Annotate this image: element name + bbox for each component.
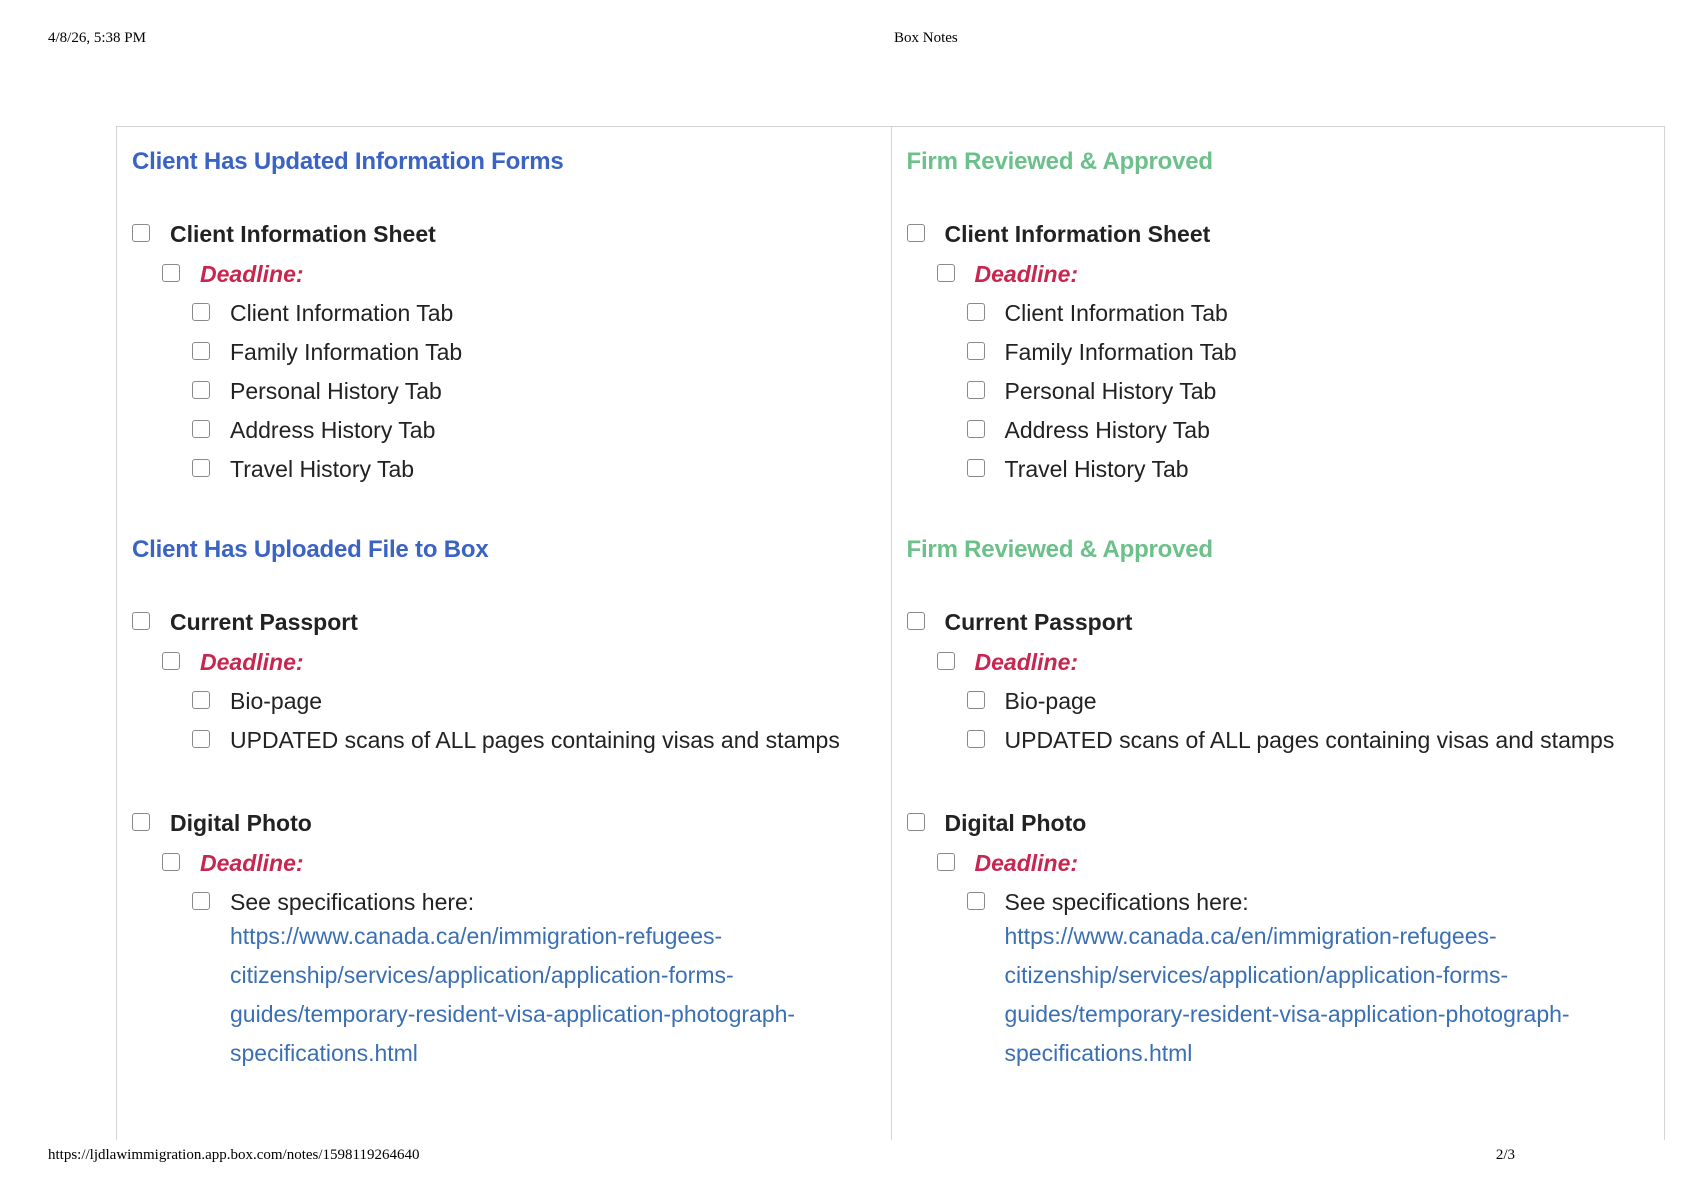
checkbox[interactable] [192, 420, 210, 438]
item-label: Client Information Sheet [170, 221, 436, 247]
item-label: UPDATED scans of ALL pages containing visas and stamps [1004, 727, 1615, 753]
link-line[interactable]: https://www.canada.ca/en/immigration-refugees- [1004, 923, 1497, 949]
link-line[interactable]: specifications.html [1004, 1040, 1193, 1066]
checklist-item-tab [132, 298, 877, 328]
checkbox[interactable] [967, 691, 985, 709]
checkbox[interactable] [907, 612, 925, 630]
checkbox[interactable] [192, 730, 210, 748]
checkbox[interactable] [967, 892, 985, 910]
checkbox[interactable] [967, 342, 985, 360]
print-datetime: 4/8/26, 5:38 PM [48, 30, 146, 46]
checklist-item-tab [132, 415, 877, 445]
item-label: Family Information Tab [1004, 339, 1237, 365]
checkbox[interactable] [162, 652, 180, 670]
link-line[interactable]: https://www.canada.ca/en/immigration-refugees- [230, 923, 723, 949]
print-header [48, 30, 1515, 50]
link-line[interactable]: specifications.html [230, 1040, 418, 1066]
item-label: Current Passport [170, 609, 358, 635]
print-url: https://ljdlawimmigration.app.box.com/notes/1598119264640 [48, 1147, 420, 1163]
checkbox[interactable] [907, 813, 925, 831]
item-label: Client Information Tab [1004, 300, 1228, 326]
item-label: Personal History Tab [230, 378, 442, 404]
item-label: Digital Photo [944, 810, 1087, 836]
checklist-item-tab [907, 337, 1651, 367]
checklist-item-deadline [907, 259, 1651, 289]
item-label: UPDATED scans of ALL pages containing visas and stamps [230, 727, 840, 753]
checkbox[interactable] [192, 381, 210, 399]
checklist-item-bio-page [907, 686, 1651, 716]
checkbox[interactable] [967, 459, 985, 477]
section-title-firm-approved: Firm Reviewed & Approved [906, 148, 1213, 175]
print-title: Box Notes [894, 30, 958, 46]
checklist-item-digital-photo [907, 808, 1651, 838]
checkbox[interactable] [192, 691, 210, 709]
checklist-item-client-info-sheet [132, 219, 877, 249]
item-label: Current Passport [944, 609, 1133, 635]
right-column [891, 127, 1665, 1140]
item-label: Address History Tab [230, 417, 436, 443]
item-label: Personal History Tab [1004, 378, 1217, 404]
deadline-label: Deadline: [200, 649, 304, 675]
item-label: Bio-page [1004, 688, 1097, 714]
checklist-item-deadline [132, 848, 877, 878]
item-label: Family Information Tab [230, 339, 463, 365]
checkbox[interactable] [132, 224, 150, 242]
checkbox[interactable] [967, 381, 985, 399]
checklist-item-deadline [907, 647, 1651, 677]
checkbox[interactable] [162, 264, 180, 282]
link-line[interactable]: guides/temporary-resident-visa-application-photograph- [230, 1001, 796, 1027]
checkbox[interactable] [132, 813, 150, 831]
checklist-item-bio-page [132, 686, 877, 716]
item-label: Travel History Tab [1004, 456, 1189, 482]
checklist-item-visa-scans [907, 725, 1651, 755]
deadline-label: Deadline: [200, 261, 304, 287]
specifications-block [230, 887, 795, 1073]
checkbox[interactable] [967, 730, 985, 748]
link-line[interactable]: citizenship/services/application/application-forms- [230, 962, 734, 988]
section-title-updated-forms: Client Has Updated Information Forms [132, 148, 564, 175]
left-column [117, 127, 891, 1140]
checklist-item-current-passport [132, 607, 877, 637]
checkbox[interactable] [162, 853, 180, 871]
checklist-item-digital-photo [132, 808, 877, 838]
checklist-item-current-passport [907, 607, 1651, 637]
checkbox[interactable] [192, 303, 210, 321]
item-label: Client Information Sheet [944, 221, 1211, 247]
deadline-label: Deadline: [974, 261, 1079, 287]
checklist-item-tab [132, 454, 877, 484]
checklist-item-tab [132, 376, 877, 406]
page-number: 2/3 [1495, 1147, 1515, 1163]
checklist-item-tab [907, 298, 1651, 328]
checkbox[interactable] [192, 892, 210, 910]
item-label: Address History Tab [1004, 417, 1210, 443]
specifications-block [1005, 887, 1570, 1073]
checklist-item-deadline [132, 259, 877, 289]
checklist-item-tab [907, 415, 1651, 445]
checkbox[interactable] [192, 342, 210, 360]
checklist-item-specifications [907, 887, 1651, 1073]
item-label: See specifications here: [1004, 889, 1249, 915]
checklist-item-tab [907, 376, 1651, 406]
checklist-item-deadline [907, 848, 1651, 878]
item-label: Bio-page [230, 688, 323, 714]
checklist-item-deadline [132, 647, 877, 677]
checkbox[interactable] [937, 652, 955, 670]
photo-specifications-link[interactable] [1005, 917, 1570, 1073]
checklist-item-tab [132, 337, 877, 367]
item-label: Travel History Tab [230, 456, 415, 482]
deadline-label: Deadline: [974, 850, 1079, 876]
checkbox[interactable] [937, 264, 955, 282]
checkbox[interactable] [192, 459, 210, 477]
print-footer [48, 1147, 1515, 1167]
checkbox[interactable] [967, 303, 985, 321]
deadline-label: Deadline: [974, 649, 1079, 675]
checkbox[interactable] [132, 612, 150, 630]
deadline-label: Deadline: [200, 850, 304, 876]
checklist-item-visa-scans [132, 725, 877, 755]
section-title-uploaded-file: Client Has Uploaded File to Box [132, 536, 489, 563]
checkbox[interactable] [907, 224, 925, 242]
item-label: See specifications here: [230, 889, 475, 915]
checklist-item-client-info-sheet [907, 219, 1651, 249]
link-line[interactable]: citizenship/services/application/application-forms- [1004, 962, 1509, 988]
link-line[interactable]: guides/temporary-resident-visa-application-photograph- [1004, 1001, 1570, 1027]
checkbox[interactable] [967, 420, 985, 438]
item-label: Client Information Tab [230, 300, 454, 326]
item-label: Digital Photo [170, 810, 312, 836]
checkbox[interactable] [937, 853, 955, 871]
section-title-firm-approved-2: Firm Reviewed & Approved [906, 536, 1213, 563]
checklist-item-specifications [132, 887, 877, 1073]
checklist-table [116, 126, 1665, 1140]
photo-specifications-link[interactable] [230, 917, 795, 1073]
checklist-item-tab [907, 454, 1651, 484]
